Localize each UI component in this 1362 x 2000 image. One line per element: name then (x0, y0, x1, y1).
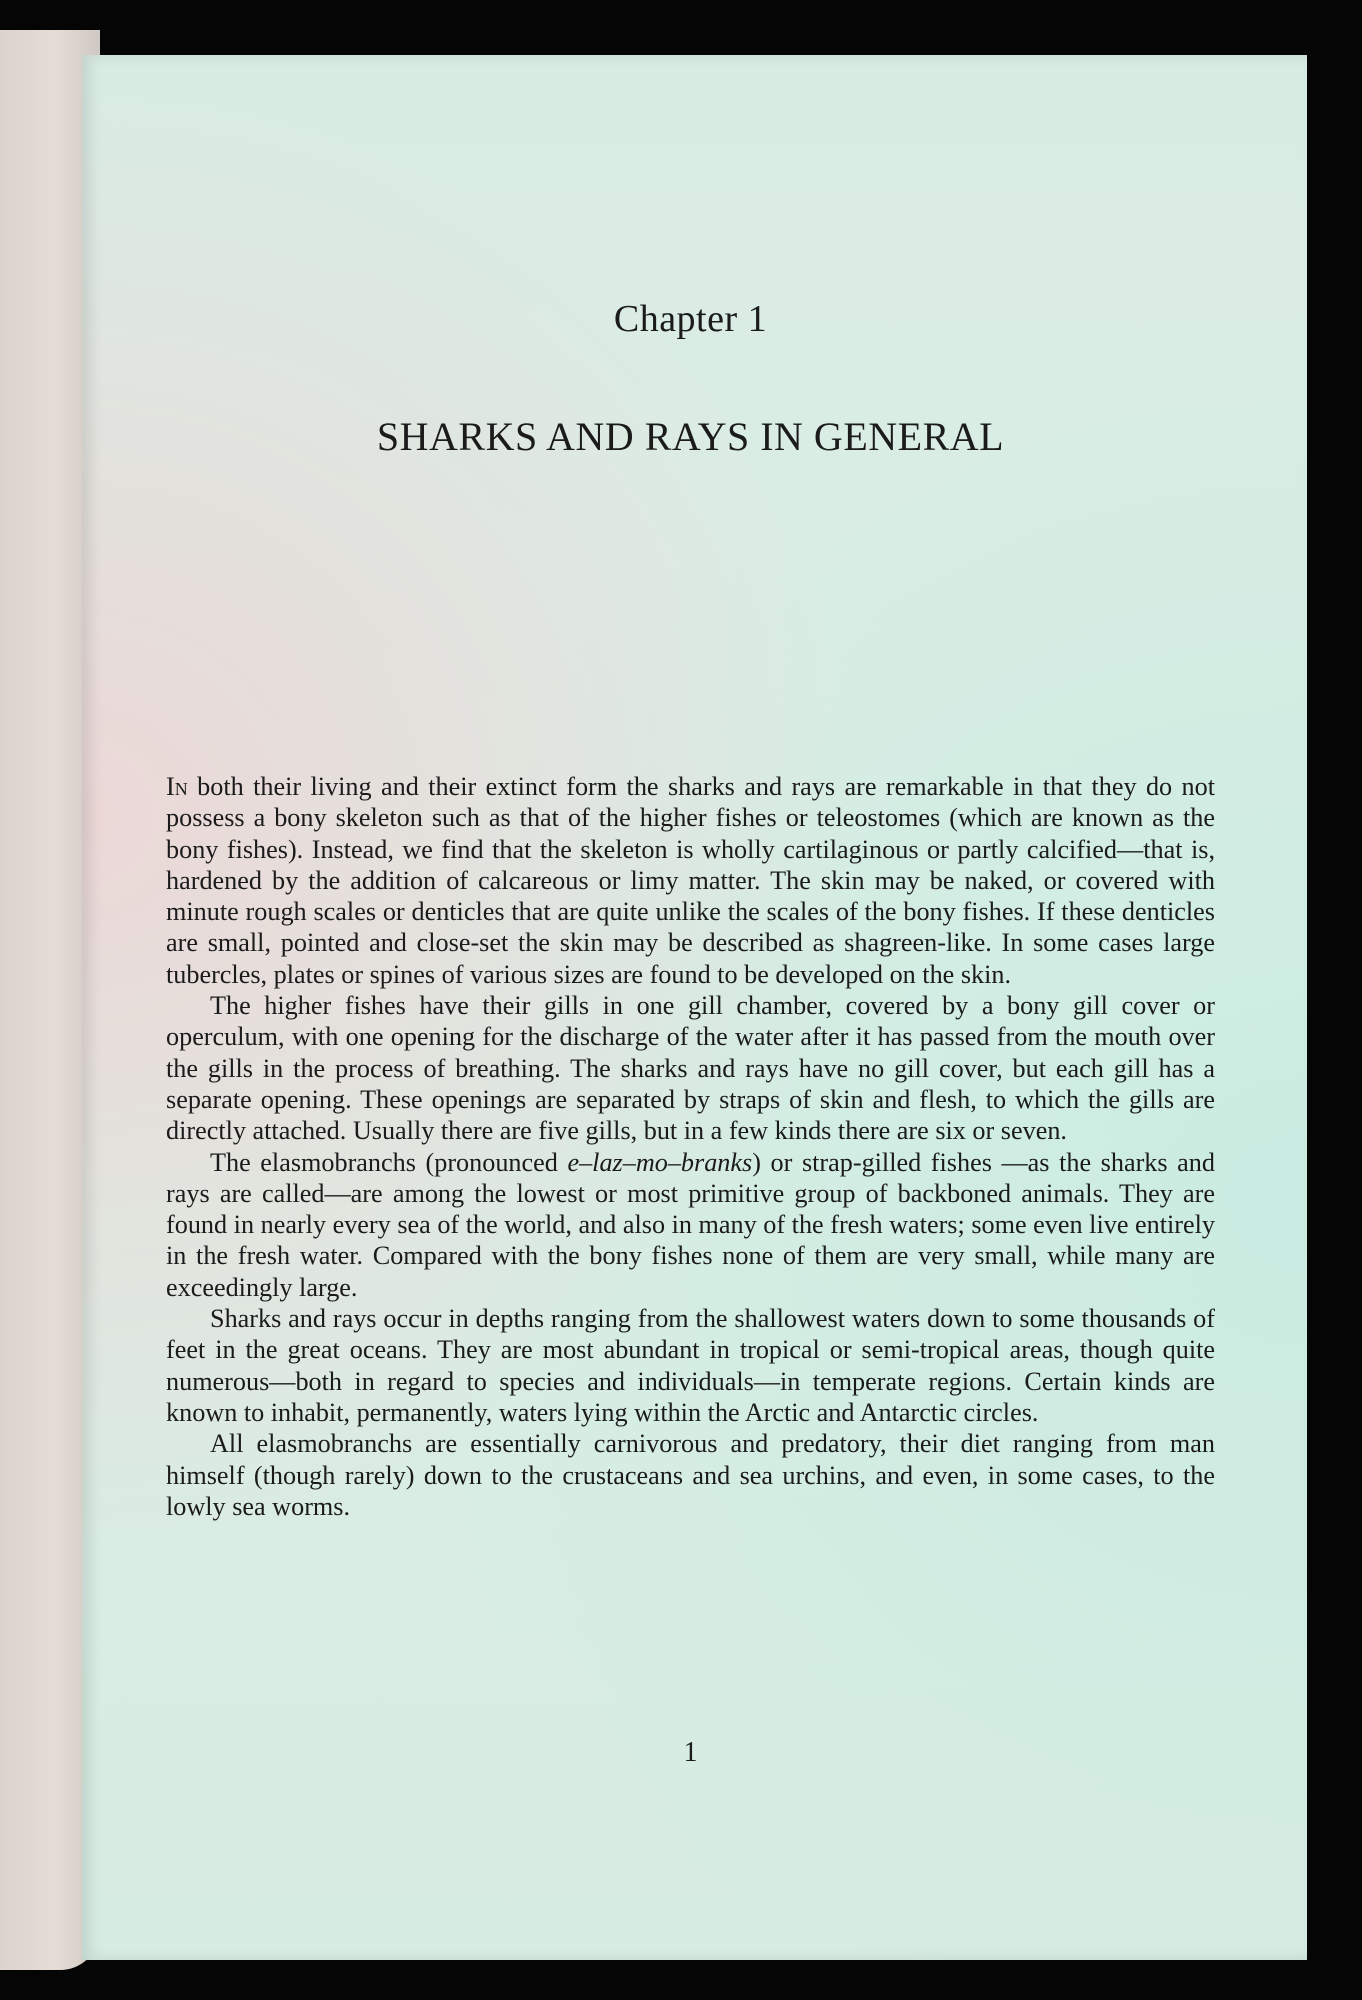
paragraph-1-text: both their living and their extinct form the sharks and rays are remarkable in that they do not possess a bony skeleton such as that of the higher fishes or teleostomes (which are known as the bony fishes). Instead, we find that the skeleton is wholly cartilaginous or partly calcified—that is, hardened by the addition of calcareous or limy matter. The skin may be naked, or covered with minute rough scales or denticles that are quite unlike the scales of the bony fishes. If these denticles are small, pointed and close-set the skin may be described as shagreen-like. In some cases large tubercles, plates or spines of various sizes are found to be developed on the skin. (166, 772, 1215, 989)
body-text (166, 771, 1215, 1522)
paragraph-1 (166, 771, 1215, 990)
paragraph-5: All elasmobranchs are essentially carnivorous and predatory, their diet ranging from man himself (though rarely) down to the crustaceans and sea urchins, and even, in some cases, to the lowly sea worms. (166, 1429, 1215, 1521)
paragraph-3-text-start: The elasmobranchs (pronounced (210, 1147, 568, 1177)
pronunciation-italic: e–laz–mo–branks (567, 1147, 753, 1177)
page-number: 1 (683, 1737, 698, 1768)
paragraph-3 (166, 1147, 1215, 1303)
paragraph-2: The higher fishes have their gills in one gill chamber, covered by a bony gill cover or operculum, with one opening for the discharge of the water after it has passed from the mouth over the gills in the process of breathing. The sharks and rays have no gill cover, but each gill has a separate opening. These openings are separated by straps of skin and flesh, to which the gills are directly attached. Usually there are five gills, but in a few kinds there are six or seven. (166, 991, 1215, 1146)
paragraph-4: Sharks and rays occur in depths ranging from the shallowest waters down to some thousands of feet in the great oceans. They are most abundant in tropical or semi-tropical areas, though quite numerous—both in regard to species and individuals—in temperate regions. Certain kinds are known to inhabit, permanently, waters lying within the Arctic and Antarctic circles. (166, 1304, 1215, 1427)
chapter-title: SHARKS AND RAYS IN GENERAL (376, 414, 1005, 459)
page-content (166, 55, 1215, 1960)
paragraph-3-text-end: ) or strap-gilled fishes —as the sharks and rays are called—are among the lowest or most primitive group of backboned animals. They are found in nearly every sea of the world, and also in many of the fresh waters; some even live entirely in the fresh water. Compared with the bony fishes none of them are very small, while many are exceedingly large. (166, 1147, 1215, 1302)
paragraph-1-opening: In (166, 772, 188, 801)
book-page (82, 55, 1307, 1960)
chapter-label: Chapter 1 (613, 298, 768, 340)
